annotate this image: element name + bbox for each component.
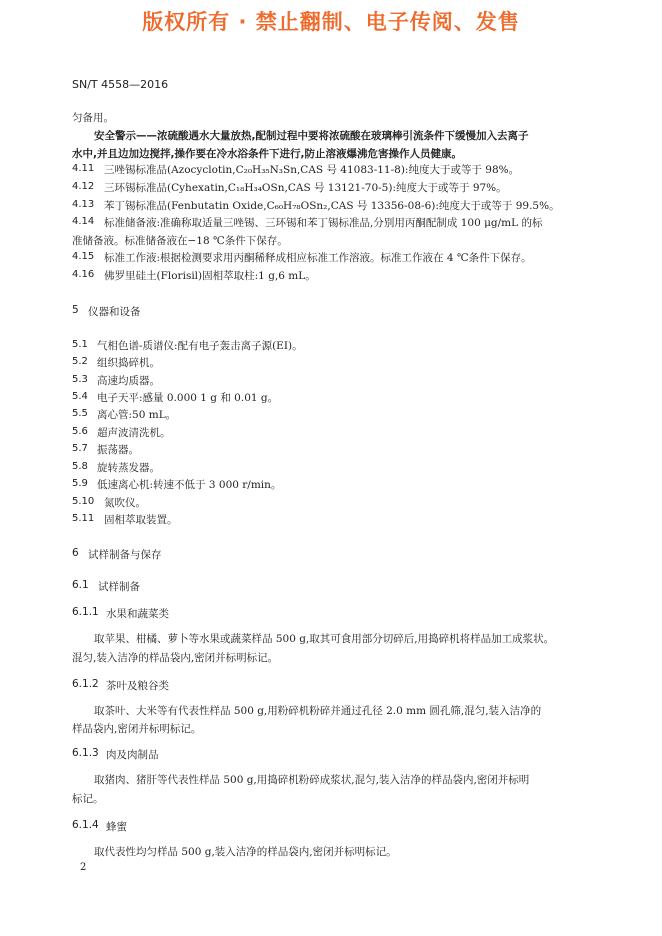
clause-number: 5.2 [72,356,88,367]
paragraph-line: 混匀,装入洁净的样品袋内,密闭并标明标记。 [72,652,279,664]
section-number: 5 [72,304,79,316]
equipment-item: 旋转蒸发器。 [97,462,160,474]
equipment-item: 组织捣碎机。 [97,357,160,369]
subsection-number: 6.1.4 [72,819,99,831]
equipment-item: 氮吹仪。 [104,497,146,509]
clause-number: 5.8 [72,461,88,472]
clause-number: 5.3 [72,374,88,385]
continuation-text: 匀备用。 [72,112,114,124]
clause-number: 5.11 [72,513,95,524]
subsection-number: 6.1 [72,579,89,591]
paragraph-line: 取代表性均匀样品 500 g,装入洁净的样品袋内,密闭并标明标记。 [94,846,397,858]
equipment-item: 高速均质器。 [97,375,160,387]
reagent-item: 标准工作液:根据检测要求用丙酮稀释成相应标准工作溶液。标准工作液在 4 ℃条件下保存。 [104,252,532,264]
clause-number: 5.7 [72,443,88,454]
reagent-item-continued: 准储备液。标准储备液在−18 ℃条件下保存。 [72,235,288,247]
paragraph-line: 取茶叶、大米等有代表性样品 500 g,用粉碎机粉碎并通过孔径 2.0 mm 圆孔筛,混匀,装入洁净的 [94,705,542,717]
reagent-item: 苯丁锡标准品(Fenbutatin Oxide,C₆₀H₇₈OSn₂,CAS 号 13356-08-6):纯度大于或等于 99.5%。 [104,200,560,212]
clause-number: 4.16 [72,269,95,280]
paragraph-line: 样品袋内,密闭并标明标记。 [72,723,202,735]
subsection-title: 肉及肉制品 [106,749,159,761]
clause-number: 4.12 [72,181,95,192]
paragraph-line: 取苹果、柑橘、萝卜等水果或蔬菜样品 500 g,取其可食用部分切碎后,用捣碎机将样品加工成浆状。 [94,633,555,645]
clause-number: 5.4 [72,391,88,402]
clause-number: 4.15 [72,251,95,262]
subsection-title: 试样制备 [98,581,140,593]
equipment-item: 低速离心机:转速不低于 3 000 r/min。 [97,479,282,491]
equipment-item: 振荡器。 [97,444,139,456]
reagent-item: 三唑锡标准品(Azocyclotin,C₂₀H₃₅N₃Sn,CAS 号 41083-11-8):纯度大于或等于 98%。 [104,164,520,176]
equipment-item: 超声波清洗机。 [97,427,171,439]
equipment-item: 固相萃取装置。 [104,514,178,526]
reagent-item: 三环锡标准品(Cyhexatin,C₁₈H₃₄OSn,CAS 号 13121-70-5):纯度大于或等于 97%。 [104,182,507,194]
section-title: 仪器和设备 [88,306,141,318]
clause-number: 5.6 [72,426,88,437]
subsection-title: 蜂蜜 [106,821,127,833]
standard-code: SN/T 4558—2016 [72,78,169,91]
equipment-item: 电子天平:感量 0.000 1 g 和 0.01 g。 [97,392,279,404]
subsection-number: 6.1.3 [72,747,99,759]
equipment-item: 离心管:50 mL。 [97,409,177,421]
safety-warning-line2: 水中,并且边加边搅拌,操作要在冷水浴条件下进行,防止溶液爆沸危害操作人员健康。 [72,148,462,160]
clause-number: 5.9 [72,478,88,489]
safety-warning-line1: 安全警示——浓硫酸遇水大量放热,配制过程中要将浓硫酸在玻璃棒引流条件下缓慢加入去离子 [94,130,529,142]
clause-number: 5.1 [72,339,88,350]
reagent-item: 佛罗里硅土(Florisil)固相萃取柱:1 g,6 mL。 [104,270,316,282]
subsection-title: 水果和蔬菜类 [106,608,169,620]
paragraph-line: 取猪肉、猪肝等代表性样品 500 g,用捣碎机粉碎成浆状,混匀,装入洁净的样品袋内,密闭并标明 [94,774,530,786]
clause-number: 5.10 [72,496,95,507]
section-title: 试样制备与保存 [88,549,162,561]
equipment-item: 气相色谱-质谱仪:配有电子轰击离子源(EI)。 [97,340,303,352]
section-number: 6 [72,547,79,559]
clause-number: 4.14 [72,216,95,227]
page-number: 2 [80,862,87,873]
clause-number: 5.5 [72,408,88,419]
paragraph-line: 标记。 [72,793,104,805]
clause-number: 4.11 [72,163,95,174]
copyright-banner: 版权所有 · 禁止翻制、电子传阅、发售 [142,10,520,34]
clause-number: 4.13 [72,199,95,210]
subsection-number: 6.1.1 [72,606,99,618]
subsection-title: 茶叶及粮谷类 [106,680,169,692]
subsection-number: 6.1.2 [72,678,99,690]
reagent-item: 标准储备液:准确称取适量三唑锡、三环锡和苯丁锡标准品,分别用丙酮配制成 100 μg/mL 的标 [104,217,543,229]
